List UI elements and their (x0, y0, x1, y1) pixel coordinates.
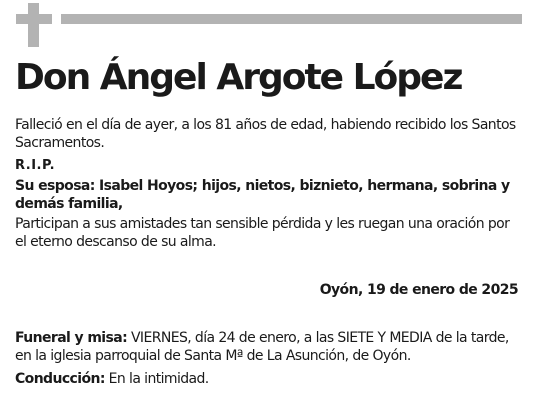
family-list: Su esposa: Isabel Hoyos; hijos, nietos, biznieto, hermana, sobrina y demás familia, (15, 178, 510, 212)
deceased-name: Don Ángel Argote López (15, 57, 462, 98)
header-rule (61, 14, 522, 24)
invitation-text: Participan a sus amistades tan sensible pérdida y les ruegan una oración por el eterno descanso de su alma. (15, 216, 510, 250)
cross-icon (16, 3, 52, 47)
conduction-text: En la intimidad. (104, 371, 209, 387)
conduction-info (15, 370, 522, 388)
cross-vertical-bar (28, 3, 39, 47)
funeral-label: Funeral y misa: (15, 330, 128, 346)
place-and-date: Oyón, 19 de enero de 2025 (319, 282, 518, 298)
death-announcement: Falleció en el día de ayer, a los 81 años de edad, habiendo recibido los Santos Sacramentos. (15, 117, 516, 151)
funeral-text: VIERNES, día 24 de enero, a las SIETE Y MEDIA de la tarde, en la iglesia parroquial de Santa Mª de La Asunción, de Oyón. (15, 330, 509, 364)
cross-horizontal-bar (16, 14, 52, 24)
funeral-info (15, 329, 522, 365)
conduction-label: Conducción: (15, 371, 105, 387)
rip-line: R.I.P. (15, 158, 56, 173)
